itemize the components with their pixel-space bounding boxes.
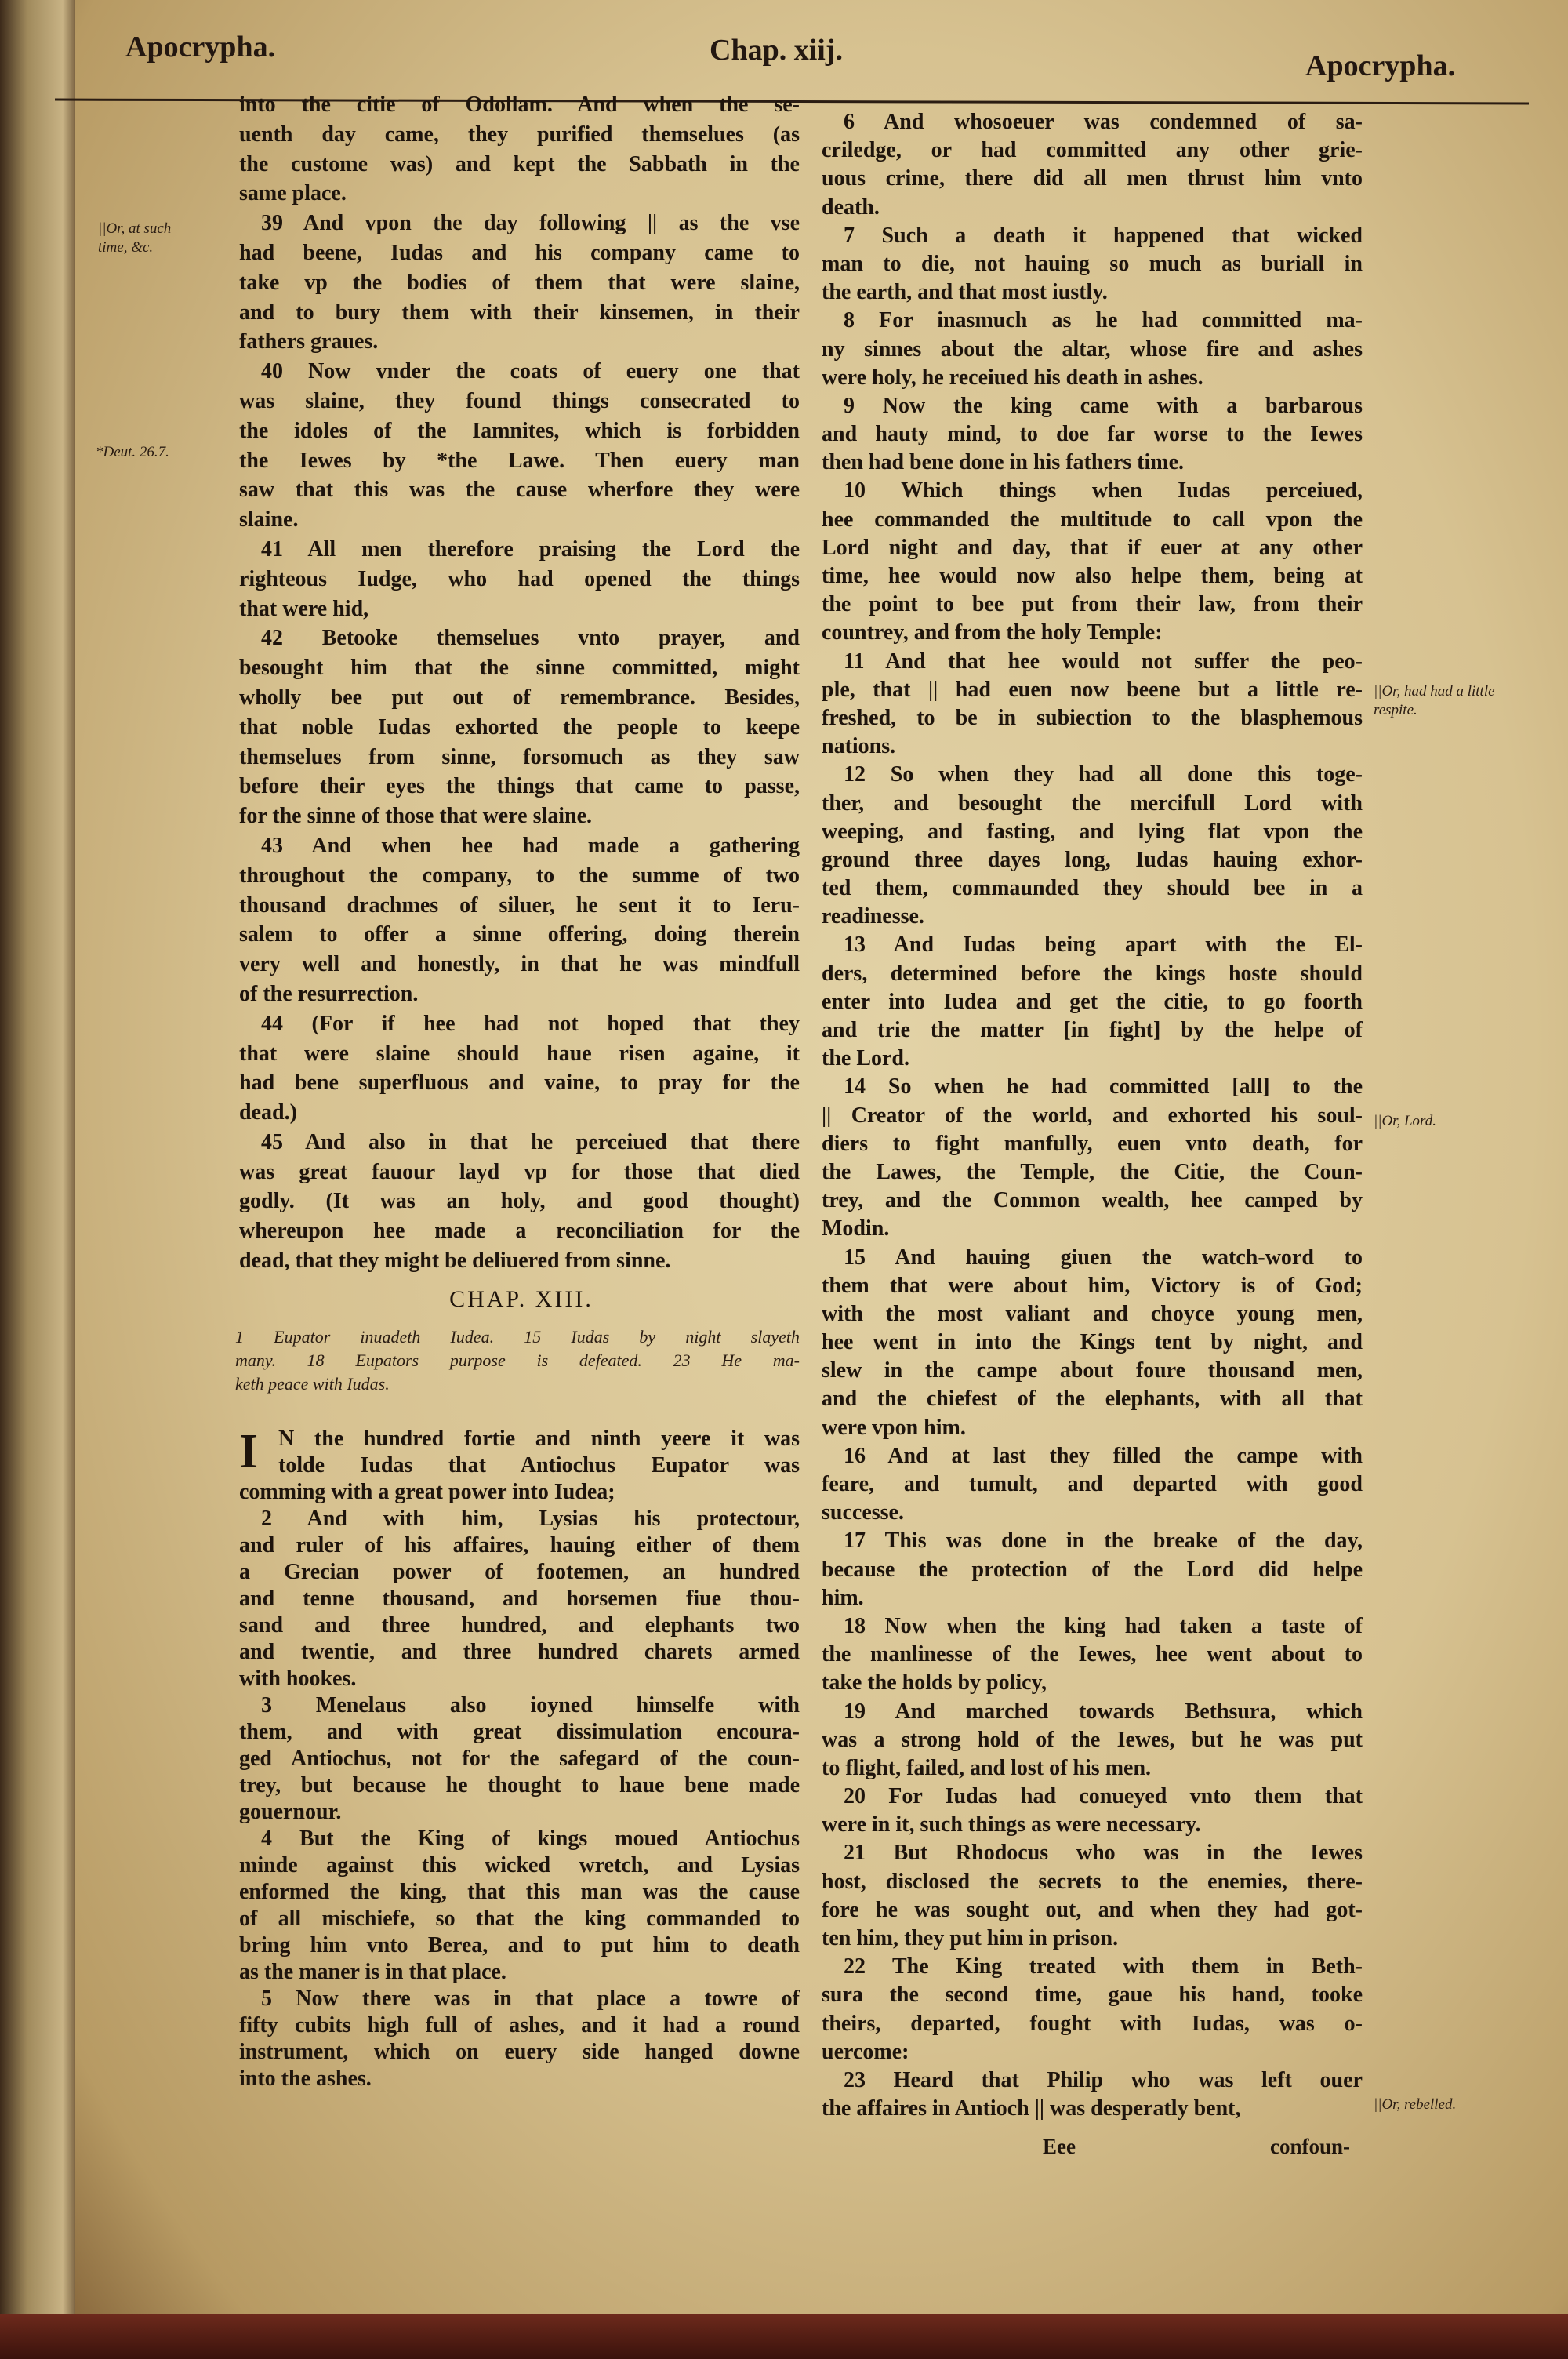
text-line: 4 But the King of kings moued Antiochus xyxy=(261,1826,800,1851)
text-line: trey, and the Common wealth, hee camped by xyxy=(822,1188,1363,1213)
text-line: ny sinnes about the altar, whose fire and ashes xyxy=(822,336,1363,362)
text-line: 23 Heard that Philip who was left ouer xyxy=(844,2067,1363,2092)
text-line: and twentie, and three hundred charets armed xyxy=(239,1640,800,1664)
book-cover-edge xyxy=(0,2314,1568,2359)
text-line: dead, that they might be deliuered from sinne. xyxy=(239,1249,671,1274)
text-line: them that were about him, Victory is of God; xyxy=(822,1273,1363,1298)
text-line: gouernour. xyxy=(239,1800,342,1824)
verse-paragraph xyxy=(239,1426,800,1506)
verse-paragraph xyxy=(822,108,1363,222)
text-line: that were hid, xyxy=(239,596,369,621)
margin-note: *Deut. 26.7. xyxy=(96,444,169,460)
text-line: time, hee would now also helpe them, being at xyxy=(822,564,1363,588)
text-line: were holy, he receiued his death in ashes. xyxy=(822,365,1203,390)
text-line: slaine. xyxy=(239,507,299,533)
text-line: and to bury them with their kinsemen, in their xyxy=(239,300,800,325)
verse-paragraph xyxy=(239,1128,800,1276)
text-line: of the resurrection. xyxy=(239,981,419,1006)
verse-paragraph xyxy=(822,392,1363,478)
text-line: the Iewes by *the Lawe. Then euery man xyxy=(239,448,800,473)
text-line: with hookes. xyxy=(239,1667,357,1691)
text-line: them, and with great dissimulation encoura- xyxy=(239,1720,800,1744)
text-line: the earth, and that most iustly. xyxy=(822,280,1108,305)
text-line: trey, but because he thought to haue bene made xyxy=(239,1773,800,1797)
text-line: ged Antiochus, not for the safegard of the coun- xyxy=(239,1747,800,1771)
text-line: for the sinne of those that were slaine. xyxy=(239,804,593,829)
text-line: 22 The King treated with them in Beth- xyxy=(844,1954,1363,1979)
signature-mark: Eee xyxy=(1043,2135,1076,2158)
text-line: 18 Now when the king had taken a taste of xyxy=(844,1613,1363,1638)
text-line: 13 And Iudas being apart with the El- xyxy=(844,932,1363,958)
text-line: uenth day came, they purified themselues (as xyxy=(239,122,800,147)
verse-paragraph xyxy=(822,931,1363,1073)
text-line: fore he was sought out, and when they had got- xyxy=(822,1897,1363,1922)
text-line: host, disclosed the secrets to the enemies, there- xyxy=(822,1869,1363,1894)
text-line: sand and three hundred, and elephants two xyxy=(239,1613,800,1637)
text-line: the point to bee put from their law, from their xyxy=(822,592,1363,617)
running-head-right: Apocrypha. xyxy=(1305,49,1456,82)
text-line: was great fauour layd vp for those that died xyxy=(239,1159,800,1184)
text-line: Lord night and day, that if euer at any other xyxy=(822,535,1363,560)
text-line: 44 (For if hee had not hoped that they xyxy=(261,1011,800,1036)
text-line: fifty cubits high full of ashes, and it had a round xyxy=(239,2013,800,2037)
text-line: enter into Iudea and get the citie, to go foorth xyxy=(822,989,1363,1014)
text-line: the Lord. xyxy=(822,1046,909,1071)
text-line: ground three dayes long, Iudas hauing exhor- xyxy=(822,847,1363,872)
text-line: uercome: xyxy=(822,2039,909,2064)
text-line: wholly bee put out of remembrance. Besides, xyxy=(239,685,800,710)
verse-paragraph xyxy=(822,307,1363,392)
text-line: Modin. xyxy=(822,1216,890,1241)
text-line: man to die, not hauing so much as buriall in xyxy=(822,251,1363,276)
text-line: 40 Now vnder the coats of euery one that xyxy=(261,359,800,384)
text-line: him. xyxy=(822,1585,864,1610)
text-line: same place. xyxy=(239,181,347,206)
text-line: minde against this wicked wretch, and Lysias xyxy=(239,1853,800,1877)
text-line: ten him, they put him in prison. xyxy=(822,1926,1119,1950)
left-column-bottom xyxy=(239,1426,800,2092)
text-line: diers to fight manfully, euen vnto death, for xyxy=(822,1131,1363,1156)
verse-paragraph xyxy=(239,357,800,535)
text-line: 21 But Rhodocus who was in the Iewes xyxy=(844,1841,1363,1866)
text-line: comming with a great power into Iudea; xyxy=(239,1480,615,1504)
text-line: take vp the bodies of them that were slaine, xyxy=(239,270,800,295)
text-line: that were slaine should haue risen againe, it xyxy=(239,1041,800,1066)
text-line: ple, that || had euen now beene but a little re- xyxy=(822,677,1363,702)
text-line: ther, and besought the mercifull Lord with xyxy=(822,791,1363,816)
text-line: 39 And vpon the day following || as the vse xyxy=(261,211,800,236)
text-line: successe. xyxy=(822,1500,904,1525)
text-line: 45 And also in that he perceiued that there xyxy=(261,1129,800,1154)
text-line: 12 So when they had all done this toge- xyxy=(844,762,1363,787)
text-line: hee went in into the Kings tent by night, and xyxy=(822,1330,1363,1355)
text-line: the idoles of the Iamnites, which is forbidden xyxy=(239,418,800,443)
chapter-summary xyxy=(235,1325,800,1396)
text-line: into the ashes. xyxy=(239,2066,372,2091)
text-line: || Creator of the world, and exhorted his soul- xyxy=(822,1103,1363,1128)
running-head-left: Apocrypha. xyxy=(125,31,276,64)
text-line: had bene superfluous and vaine, to pray for the xyxy=(239,1070,800,1096)
drop-capital: I xyxy=(239,1425,259,1478)
margin-note: ||Or, had had a little respite. xyxy=(1374,683,1495,718)
summary-line: many. 18 Eupators purpose is defeated. 23 He ma- xyxy=(235,1350,800,1370)
text-line: 7 Such a death it happened that wicked xyxy=(844,223,1363,248)
verse-paragraph xyxy=(239,1986,800,2092)
text-line: 11 And that hee would not suffer the peo- xyxy=(844,649,1363,674)
text-line: uous crime, there did all men thrust him vnto xyxy=(822,166,1363,191)
summary-line: keth peace with Iudas. xyxy=(235,1374,390,1394)
text-line: readinesse. xyxy=(822,904,924,929)
text-line: as the maner is in that place. xyxy=(239,1960,506,1984)
text-line: 14 So when he had committed [all] to the xyxy=(844,1074,1363,1100)
text-line: were vpon him. xyxy=(822,1415,966,1440)
text-line: theirs, departed, fought with Iudas, was o- xyxy=(822,2011,1363,2036)
right-column xyxy=(822,108,1363,2123)
text-line: had beene, Iudas and his company came to xyxy=(239,240,800,265)
text-line: the manlinesse of the Iewes, hee went about to xyxy=(822,1642,1363,1667)
text-line: take the holds by policy, xyxy=(822,1670,1047,1696)
facing-page-edge xyxy=(0,0,78,2321)
verse-paragraph xyxy=(822,1612,1363,1698)
text-line: was a strong hold of the Iewes, but he was put xyxy=(822,1727,1363,1752)
text-line: 41 All men therefore praising the Lord the xyxy=(261,536,800,562)
text-line: themselues from sinne, forsomuch as they saw xyxy=(239,744,800,769)
verse-paragraph xyxy=(822,477,1363,647)
text-line: and tenne thousand, and horsemen fiue thou- xyxy=(239,1587,800,1611)
verse-paragraph xyxy=(822,1783,1363,1839)
verse-paragraph xyxy=(822,1442,1363,1528)
text-line: thousand drachmes of siluer, he sent it to Ieru- xyxy=(239,892,800,918)
verse-paragraph xyxy=(239,1692,800,1826)
text-line: saw that this was the cause wherfore they were xyxy=(239,478,800,503)
text-line: instrument, which on euery side hanged downe xyxy=(239,2040,800,2064)
text-line: righteous Iudge, who had opened the things xyxy=(239,566,800,591)
verse-paragraph xyxy=(239,209,800,357)
text-line: very well and honestly, in that he was mindfull xyxy=(239,952,800,977)
chapter-head: Chap. xiij. xyxy=(710,34,843,67)
text-line: was slaine, they found things consecrated to xyxy=(239,388,800,413)
text-line: 42 Betooke themselues vnto prayer, and xyxy=(261,626,800,651)
margin-note: ||Or, Lord. xyxy=(1374,1113,1436,1129)
text-line: and hauty mind, to doe far worse to the Iewes xyxy=(822,422,1363,447)
text-line: a Grecian power of footemen, an hundred xyxy=(239,1560,800,1584)
text-line: freshed, to be in subiection to the blasphemous xyxy=(822,705,1363,730)
text-line: 20 For Iudas had conueyed vnto them that xyxy=(844,1784,1363,1809)
verse-paragraph xyxy=(239,1826,800,1986)
text-line: 5 Now there was in that place a towre of xyxy=(261,1986,800,2011)
text-line: were in it, such things as were necessary. xyxy=(822,1812,1201,1837)
text-line: sura the second time, gaue his hand, tooke xyxy=(822,1983,1363,2008)
verse-paragraph xyxy=(822,1698,1363,1783)
text-line: 17 This was done in the breake of the day, xyxy=(844,1528,1363,1554)
verse-paragraph xyxy=(822,1527,1363,1612)
text-line: the affaires in Antioch || was desperatly bent, xyxy=(822,2096,1241,2121)
text-line: ted them, commaunded they should bee in a xyxy=(822,876,1363,901)
text-line: salem to offer a sinne offering, doing therein xyxy=(239,922,800,947)
text-line: the Lawes, the Temple, the Citie, the Coun- xyxy=(822,1159,1363,1184)
verse-paragraph xyxy=(239,623,800,831)
margin-note: ||Or, at such time, &c. xyxy=(98,220,172,256)
text-line: weeping, and fasting, and lying flat vpon the xyxy=(822,819,1363,844)
text-line: throughout the company, to the summe of two xyxy=(239,863,800,888)
text-line: N the hundred fortie and ninth yeere it was xyxy=(278,1427,800,1451)
left-column-top xyxy=(239,90,800,1276)
text-line: and ruler of his affaires, hauing either of them xyxy=(239,1533,800,1558)
text-line: hee commanded the multitude to call vpon the xyxy=(822,507,1363,532)
text-line: 10 Which things when Iudas perceiued, xyxy=(844,478,1363,503)
verse-paragraph xyxy=(822,1244,1363,1442)
text-line: 15 And hauing giuen the watch-word to xyxy=(844,1245,1363,1270)
text-line: the custome was) and kept the Sabbath in the xyxy=(239,151,800,176)
text-line: 9 Now the king came with a barbarous xyxy=(844,393,1363,418)
text-line: slew in the campe about foure thousand men, xyxy=(822,1358,1363,1383)
text-line: nations. xyxy=(822,734,896,759)
text-line: fathers graues. xyxy=(239,329,379,354)
text-line: bring him vnto Berea, and to put him to death xyxy=(239,1933,800,1957)
text-line: because the protection of the Lord did helpe xyxy=(822,1557,1363,1582)
verse-paragraph xyxy=(239,1009,800,1128)
text-line: 43 And when hee had made a gathering xyxy=(261,833,800,858)
text-line: countrey, and from the holy Temple: xyxy=(822,620,1163,645)
text-line: to flight, failed, and lost of his men. xyxy=(822,1755,1152,1780)
text-line: 6 And whosoeuer was condemned of sa- xyxy=(844,110,1363,134)
verse-paragraph xyxy=(822,222,1363,307)
verse-paragraph xyxy=(239,831,800,1009)
text-line: of all mischiefe, so that the king commanded to xyxy=(239,1906,800,1931)
text-line: with the most valiant and choyce young men, xyxy=(822,1301,1363,1326)
text-line: 19 And marched towards Bethsura, which xyxy=(844,1699,1363,1724)
summary-line: 1 Eupator inuadeth Iudea. 15 Iudas by night slayeth xyxy=(235,1327,800,1347)
text-line: into the citie of Odollam. And when the se- xyxy=(239,93,800,117)
text-line: besought him that the sinne committed, might xyxy=(239,656,800,681)
text-line: feare, and tumult, and departed with good xyxy=(822,1472,1363,1496)
text-line: 8 For inasmuch as he had committed ma- xyxy=(844,308,1363,333)
text-line: and the chiefest of the elephants, with all that xyxy=(822,1387,1363,1412)
verse-paragraph xyxy=(239,1506,800,1692)
text-line: 2 And with him, Lysias his protectour, xyxy=(261,1507,800,1531)
text-line: 3 Menelaus also ioyned himselfe with xyxy=(261,1693,800,1717)
text-line: and trie the matter [in fight] by the helpe of xyxy=(822,1018,1363,1042)
text-line: then had bene done in his fathers time. xyxy=(822,450,1185,475)
text-line: 16 And at last they filled the campe with xyxy=(844,1443,1363,1468)
verse-paragraph xyxy=(822,1953,1363,2066)
text-line: death. xyxy=(822,194,880,220)
text-line: enformed the king, that this man was the cause xyxy=(239,1880,800,1904)
verse-paragraph xyxy=(822,1073,1363,1243)
verse-paragraph xyxy=(822,648,1363,761)
verse-paragraph xyxy=(822,2066,1363,2123)
margin-note: ||Or, rebelled. xyxy=(1374,2096,1457,2113)
text-line: dead.) xyxy=(239,1100,297,1125)
catchword: confoun- xyxy=(1270,2135,1351,2158)
text-line: tolde Iudas that Antiochus Eupator was xyxy=(278,1453,800,1478)
verse-paragraph xyxy=(822,1839,1363,1953)
verse-paragraph xyxy=(239,90,800,209)
verse-paragraph xyxy=(239,535,800,623)
text-line: criledge, or had committed any other grie- xyxy=(822,138,1363,163)
text-line: ders, determined before the kings hoste should xyxy=(822,961,1363,986)
text-line: that noble Iudas exhorted the people to keepe xyxy=(239,714,800,740)
text-line: before their eyes the things that came to passe, xyxy=(239,774,800,799)
text-line: whereupon hee made a reconciliation for the xyxy=(239,1219,800,1244)
text-line: godly. (It was an holy, and good thought) xyxy=(239,1189,800,1214)
verse-paragraph xyxy=(822,761,1363,931)
chapter-heading: CHAP. XIII. xyxy=(449,1286,593,1312)
